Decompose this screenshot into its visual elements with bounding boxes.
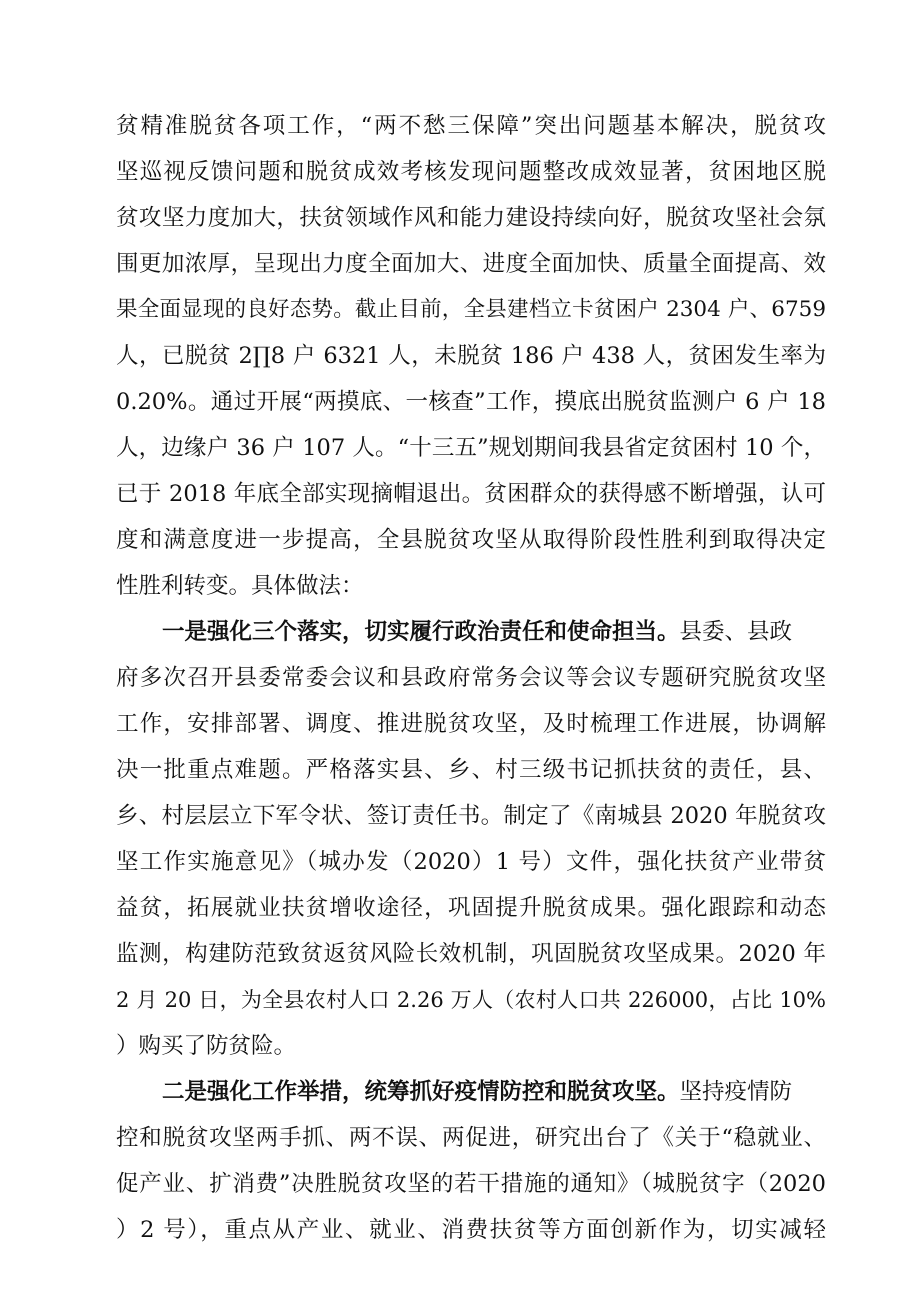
paragraph-line: 坚工作实施意见》（城办发（2020）1 号）文件，强化扶贫产业带贫 <box>116 849 826 875</box>
paragraph-text: 县委、县政 <box>679 619 793 645</box>
paragraph-line: 贫攻坚力度加大，扶贫领域作风和能力建设持续向好，脱贫攻坚社会氛 <box>116 205 826 231</box>
paragraph-line: 果全面显现的良好态势。截止目前，全县建档立卡贫困户 2304 户、6759 <box>116 297 826 322</box>
paragraph-line: 贫精准脱贫各项工作，“两不愁三保障”突出问题基本解决，脱贫攻 <box>116 113 826 139</box>
paragraph-heading: 一是强化三个落实，切实履行政治责任和使命担当。 <box>162 619 680 645</box>
paragraph-line: 人，边缘户 36 户 107 人。“十三五”规划期间我县省定贫困村 10 个， <box>116 435 826 461</box>
paragraph-first-line <box>162 614 826 650</box>
paragraph-line: 坚巡视反馈问题和脱贫成效考核发现问题整改成效显著，贫困地区脱 <box>116 159 826 185</box>
paragraph-line: 度和满意度进一步提高，全县脱贫攻坚从取得阶段性胜利到取得决定 <box>116 527 826 553</box>
paragraph-first-line <box>162 1074 826 1110</box>
paragraph-line: 促产业、扩消费”决胜脱贫攻坚的若干措施的通知》（城脱贫字（2020 <box>116 1171 826 1197</box>
paragraph-line: 监测，构建防范致贫返贫风险长效机制，巩固脱贫攻坚成果。2020 年 <box>116 941 826 967</box>
paragraph-line: 乡、村层层立下军令状、签订责任书。制定了《南城县 2020 年脱贫攻 <box>116 803 826 829</box>
paragraph-line: 已于 2018 年底全部实现摘帽退出。贫困群众的获得感不断增强，认可 <box>116 481 826 507</box>
paragraph-line: 2 月 20 日，为全县农村人口 2.26 万人（农村人口共 226000，占比 10% <box>116 988 826 1012</box>
paragraph-text: 坚持疫情防 <box>679 1079 793 1105</box>
paragraph-line: 人，已脱贫 2∏8 户 6321 人，未脱贫 186 户 438 人，贫困发生率为 <box>116 343 826 369</box>
paragraph-line: 0.20%。通过开展“两摸底、一核查”工作，摸底出脱贫监测户 6 户 18 <box>116 389 826 415</box>
paragraph-line: ）购买了防贫险。 <box>116 1033 297 1059</box>
paragraph-line: ）2 号），重点从产业、就业、消费扶贫等方面创新作为，切实减轻 <box>116 1217 826 1243</box>
paragraph-heading: 二是强化工作举措，统筹抓好疫情防控和脱贫攻坚。 <box>162 1079 680 1105</box>
paragraph-line: 围更加浓厚，呈现出力度全面加大、进度全面加快、质量全面提高、效 <box>116 251 826 277</box>
paragraph-line: 控和脱贫攻坚两手抓、两不误、两促进，研究出台了《关于“稳就业、 <box>116 1125 826 1151</box>
paragraph-line: 益贫，拓展就业扶贫增收途径，巩固提升脱贫成果。强化跟踪和动态 <box>116 895 826 921</box>
paragraph-line: 府多次召开县委常委会议和县政府常务会议等会议专题研究脱贫攻坚 <box>116 665 826 691</box>
paragraph-line: 决一批重点难题。严格落实县、乡、村三级书记抓扶贫的责任，县、 <box>116 757 826 783</box>
paragraph-line: 工作，安排部署、调度、推进脱贫攻坚，及时梳理工作进展，协调解 <box>116 711 826 737</box>
paragraph-line: 性胜利转变。具体做法： <box>116 573 364 599</box>
